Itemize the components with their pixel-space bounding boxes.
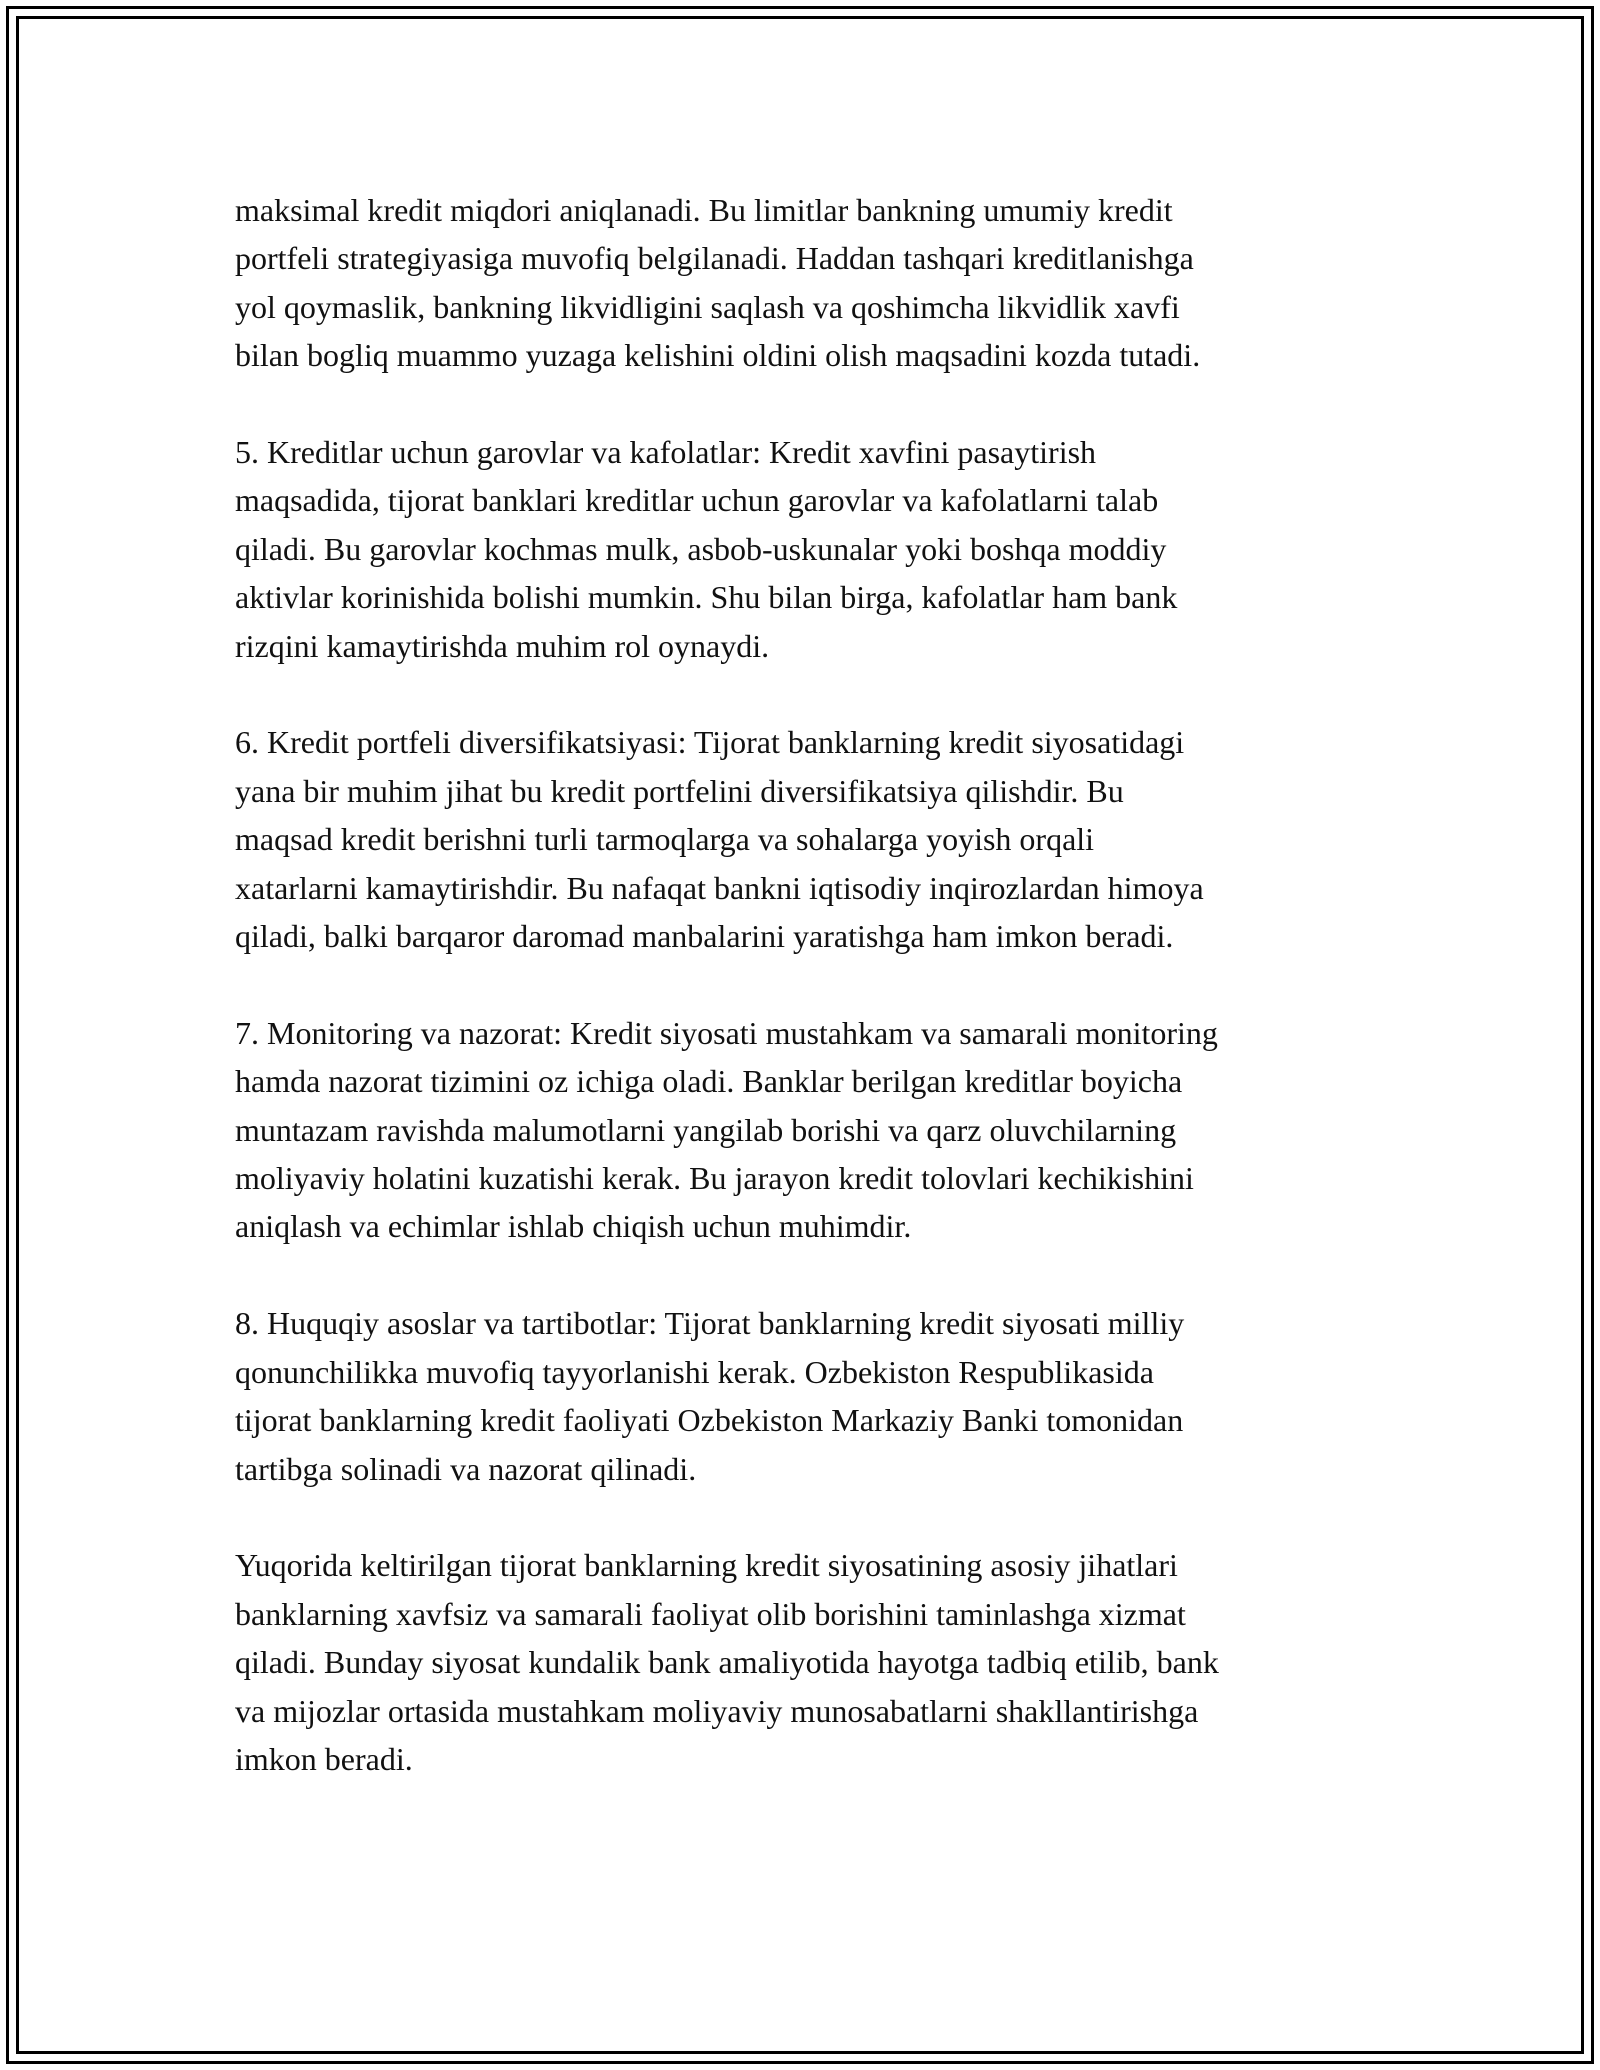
- text-line: moliyaviy holatini kuzatishi kerak. Bu jarayon kredit tolovlari kechikishini: [235, 1160, 1194, 1197]
- text-line: portfeli strategiyasiga muvofiq belgilanadi. Haddan tashqari kreditlanishga: [235, 240, 1194, 277]
- text-line: 8. Huquqiy asoslar va tartibotlar: Tijorat banklarning kredit siyosati milliy: [235, 1305, 1185, 1342]
- text-line: aniqlash va echimlar ishlab chiqish uchun muhimdir.: [235, 1208, 912, 1245]
- text-line: Yuqorida keltirilgan tijorat banklarning kredit siyosatining asosiy jihatlari: [235, 1547, 1178, 1584]
- text-line: qiladi. Bu garovlar kochmas mulk, asbob-uskunalar yoki boshqa moddiy: [235, 530, 1167, 567]
- text-line: bilan bogliq muammo yuzaga kelishini oldini olish maqsadini kozda tutadi.: [235, 337, 1201, 374]
- text-line: rizqini kamaytirishda muhim rol oynaydi.: [235, 627, 770, 664]
- text-line: yana bir muhim jihat bu kredit portfelini diversifikatsiya qilishdir. Bu: [235, 772, 1124, 809]
- text-line: maqsad kredit berishni turli tarmoqlarga va sohalarga yoyish orqali: [235, 821, 1095, 858]
- document-body: [235, 186, 1375, 1832]
- paragraph-credit-limits: [235, 186, 1375, 380]
- text-line: maqsadida, tijorat banklari kreditlar uchun garovlar va kafolatlarni talab: [235, 482, 1159, 519]
- text-line: banklarning xavfsiz va samarali faoliyat olib borishini taminlashga xizmat: [235, 1595, 1186, 1632]
- paragraph-monitoring-control: [235, 1009, 1375, 1251]
- paragraph-conclusion: [235, 1541, 1375, 1783]
- text-line: tijorat banklarning kredit faoliyati Ozbekiston Markaziy Banki tomonidan: [235, 1402, 1184, 1439]
- text-line: 7. Monitoring va nazorat: Kredit siyosati mustahkam va samarali monitoring: [235, 1014, 1218, 1051]
- text-line: xatarlarni kamaytirishdir. Bu nafaqat bankni iqtisodiy inqirozlardan himoya: [235, 869, 1204, 906]
- text-line: 6. Kredit portfeli diversifikatsiyasi: Tijorat banklarning kredit siyosatidagi: [235, 724, 1185, 761]
- text-line: muntazam ravishda malumotlarni yangilab borishi va qarz oluvchilarning: [235, 1111, 1177, 1148]
- text-line: va mijozlar ortasida mustahkam moliyaviy munosabatlarni shakllantirishga: [235, 1692, 1199, 1729]
- paragraph-legal-basis: [235, 1299, 1375, 1493]
- text-line: maksimal kredit miqdori aniqlanadi. Bu limitlar bankning umumiy kredit: [235, 192, 1173, 228]
- text-line: aktivlar korinishida bolishi mumkin. Shu bilan birga, kafolatlar ham bank: [235, 579, 1178, 616]
- text-line: tartibga solinadi va nazorat qilinadi.: [235, 1450, 697, 1487]
- text-line: qonunchilikka muvofiq tayyorlanishi kerak. Ozbekiston Respublikasida: [235, 1353, 1154, 1390]
- text-line: qiladi. Bunday siyosat kundalik bank amaliyotida hayotga tadbiq etilib, bank: [235, 1644, 1219, 1681]
- paragraph-collateral-guarantees: [235, 428, 1375, 670]
- paragraph-portfolio-diversification: [235, 718, 1375, 960]
- text-line: 5. Kreditlar uchun garovlar va kafolatlar: Kredit xavfini pasaytirish: [235, 434, 1097, 471]
- text-line: hamda nazorat tizimini oz ichiga oladi. Banklar berilgan kreditlar boyicha: [235, 1063, 1183, 1100]
- text-line: imkon beradi.: [235, 1740, 413, 1777]
- text-line: qiladi, balki barqaror daromad manbalarini yaratishga ham imkon beradi.: [235, 918, 1174, 955]
- text-line: yol qoymaslik, bankning likvidligini saqlash va qoshimcha likvidlik xavfi: [235, 288, 1180, 325]
